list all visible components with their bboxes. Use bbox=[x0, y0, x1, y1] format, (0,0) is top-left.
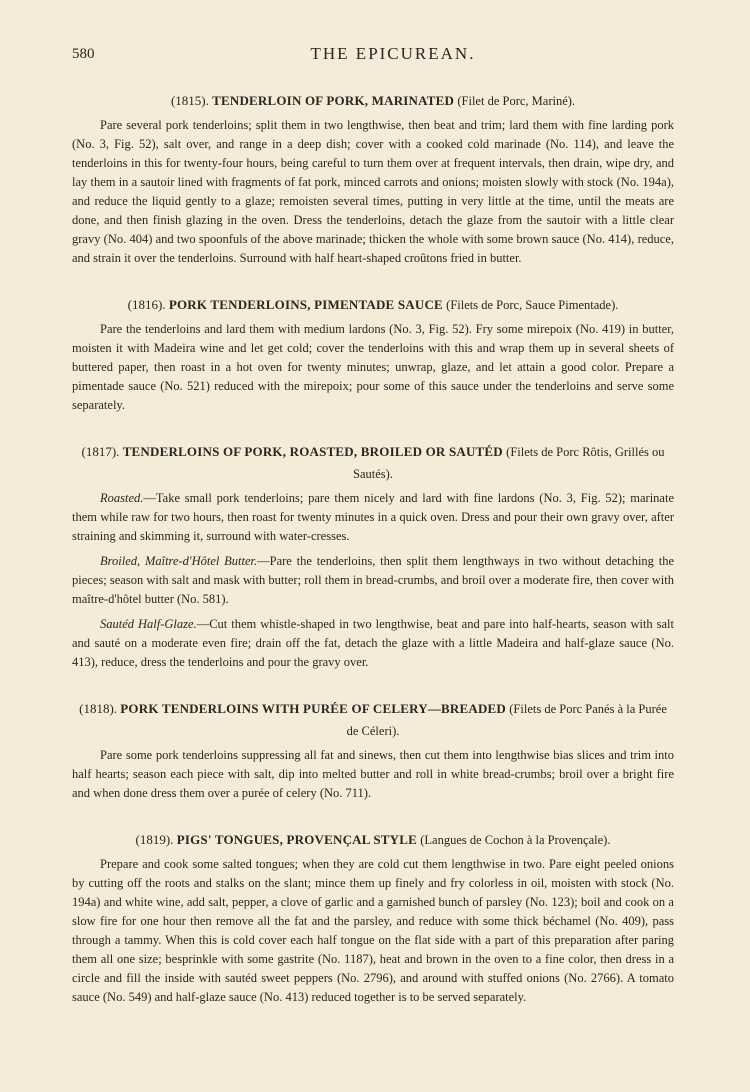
page-number: 580 bbox=[72, 46, 95, 62]
recipe-paragraph: Sautéd Half-Glaze.—Cut them whistle-shaped in two lengthwise, beat and pare into half-hearts, season with salt and sauté on a moderate even fire; drain off the fat, detach the glaze with a little Madeira and half-glaze sauce (No. 413), reduce, dress the tenderloins and pour the gravy over. bbox=[72, 617, 674, 669]
recipe-heading bbox=[72, 294, 674, 316]
recipe-heading bbox=[72, 441, 674, 485]
recipe-number: (1815). bbox=[170, 93, 209, 108]
recipe-paragraph: Pare several pork tenderloins; split them in two lengthwise, then beat and trim; lard them with fine larding pork (No. 3, Fig. 52), salt over, and range in a deep dish; cover with a cooked cold marinade (No. 114), and leave the tenderloins in this for twenty-four hours, being careful to turn them over at frequent intervals, then drain, wipe dry, and lay them in a sautoir lined with fragments of fat pork, minced carrots and onions; moisten slowly with stock (No. 194a), and reduce the liquid gently to a glaze; remoisten several times, putting in very little at the time, until the meats are done, and then finish glazing in the oven. Dress the tenderloins, detach the glaze from the sautoir with a little clear gravy (No. 404) and two spoonfuls of the above marinade; thicken the whole with some brown sauce (No. 414), reduce, and strain it over the tenderloins. Surround with half heart-shaped croûtons fried in butter. bbox=[72, 118, 674, 265]
recipe-1817 bbox=[72, 441, 674, 672]
recipe-1816 bbox=[72, 294, 674, 415]
recipe-1815 bbox=[72, 90, 674, 268]
recipe-1819 bbox=[72, 829, 674, 1007]
recipe-french-title: (Filet de Porc, Mariné). bbox=[457, 94, 576, 108]
recipe-1818 bbox=[72, 698, 674, 803]
recipe-title: PIGS' TONGUES, PROVENÇAL STYLE bbox=[176, 832, 417, 847]
recipe-heading bbox=[72, 698, 674, 742]
running-head bbox=[72, 42, 674, 68]
running-title: THE EPICUREAN. bbox=[310, 44, 476, 63]
recipe-french-title: (Filets de Porc, Sauce Pimentade). bbox=[446, 298, 619, 312]
recipe-title: PORK TENDERLOINS, PIMENTADE SAUCE bbox=[168, 297, 443, 312]
book-page bbox=[72, 42, 674, 1033]
recipe-number: (1819). bbox=[135, 832, 174, 847]
recipe-paragraph: Broiled, Maître-d'Hôtel Butter.—Pare the tenderloins, then split them lengthways in two without detaching the pieces; season with salt and mask with butter; roll them in bread-crumbs, and broil over a moderate fire, then cover with maître-d'hôtel butter (No. 581). bbox=[72, 554, 674, 606]
recipe-heading bbox=[72, 90, 674, 112]
recipe-paragraph: Roasted.—Take small pork tenderloins; pare them nicely and lard with fine lardons (No. 3, Fig. 52); marinate them while raw for two hours, then roast for twenty minutes in a quick oven. Dress and pour their own gravy over, after straining and skimming it, surround with water-cresses. bbox=[72, 491, 674, 543]
recipe-paragraph: Prepare and cook some salted tongues; when they are cold cut them lengthwise in two. Pare eight peeled onions by cutting off the roots and stalks on the slant; mince them up finely and fry colorless in oil, moisten with stock (No. 194a) and white wine, add salt, pepper, a clove of garlic and a garnished bunch of parsley (No. 123); boil and cook on a slow fire for one hour then remove all the fat and the parsley, and reduce with some thick béchamel (No. 409), pass through a tammy. When this is cold cover each half tongue on the flat side with a part of this preparation after paring them all one size; besprinkle with some gastrite (No. 1187), heat and brown in the oven to a fine color, then dress in a circle and fill the inside with sautéd sweet peppers (No. 2796), and around with stuffed onions (No. 2766). A tomato sauce (No. 549) and half-glaze sauce (No. 413) reduced together is to be served separately. bbox=[72, 857, 674, 1004]
recipe-number: (1818). bbox=[79, 701, 118, 716]
recipe-paragraph: Pare the tenderloins and lard them with medium lardons (No. 3, Fig. 52). Fry some mirepoix (No. 419) in butter, moisten it with Madeira wine and let get cold; cover the tenderloins with this and wrap them up in several sheets of buttered paper, then roast in a hot oven for twenty minutes; unwrap, glaze, and let attain a good color. Prepare a pimentade sauce (No. 521) reduced with the mirepoix; pour some of this sauce under the tenderloins and serve some separately. bbox=[72, 322, 674, 412]
recipe-french-title: (Filets de Porc Rôtis, Grillés ou Sautés). bbox=[353, 445, 665, 481]
recipe-number: (1817). bbox=[81, 444, 120, 459]
recipe-french-title: (Langues de Cochon à la Provençale). bbox=[420, 833, 611, 847]
recipe-title: PORK TENDERLOINS WITH PURÉE OF CELERY—BREADED bbox=[120, 701, 507, 716]
recipe-title: TENDERLOINS OF PORK, ROASTED, BROILED OR SAUTÉD bbox=[122, 444, 503, 459]
recipe-number: (1816). bbox=[127, 297, 166, 312]
recipe-heading bbox=[72, 829, 674, 851]
recipe-french-title: (Filets de Porc Panés à la Purée de Céleri). bbox=[346, 702, 667, 738]
recipe-paragraph: Pare some pork tenderloins suppressing all fat and sinews, then cut them into lengthwise bias slices and trim into half hearts; season each piece with salt, dip into melted butter and roll in white bread-crumbs; broil over a bright fire and when done dress them over a purée of celery (No. 711). bbox=[72, 748, 674, 800]
recipe-title: TENDERLOIN OF PORK, MARINATED bbox=[212, 93, 455, 108]
